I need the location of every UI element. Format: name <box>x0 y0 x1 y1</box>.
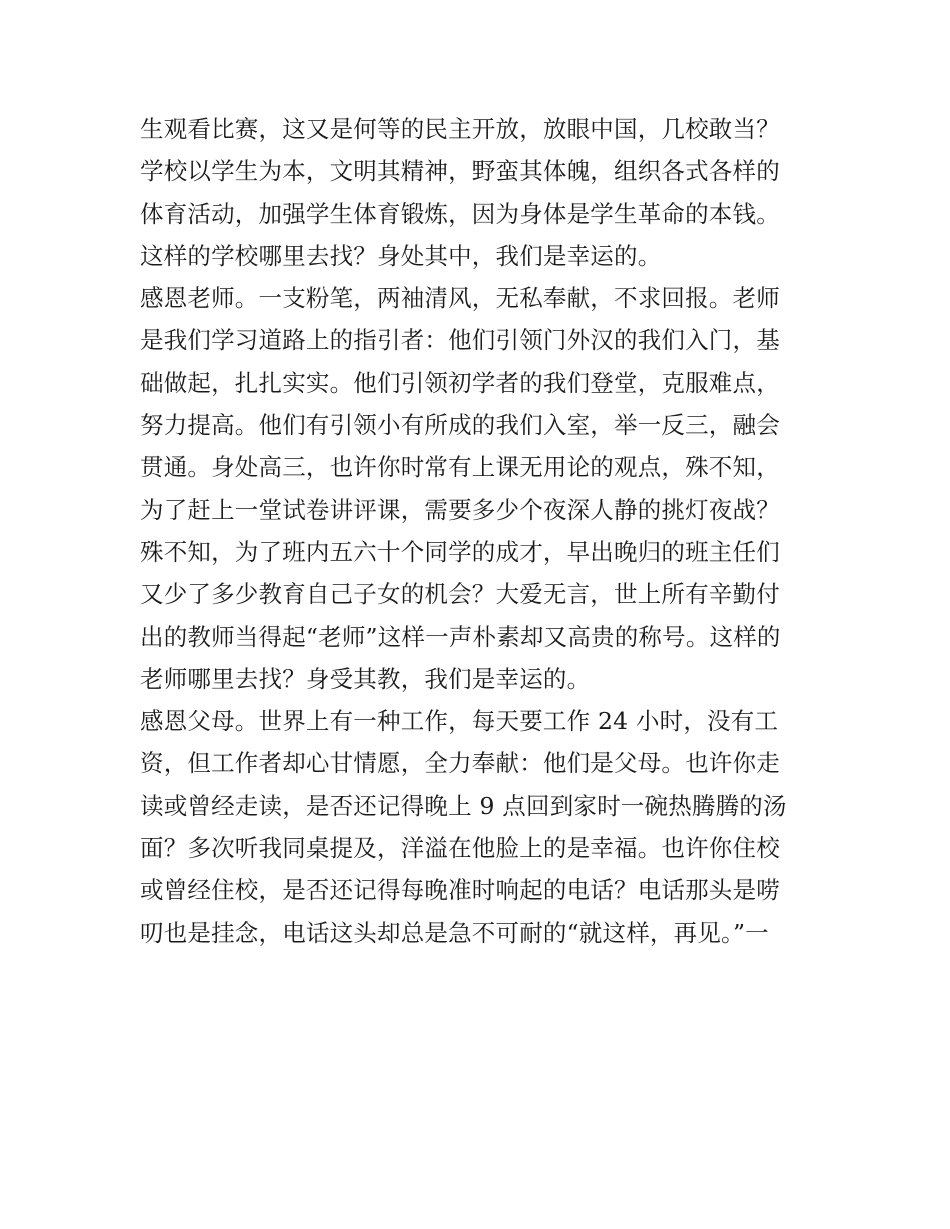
text-line-5: 感恩老师。一支粉笔，两袖清风，无私奉献，不求回报。老师 <box>140 284 780 313</box>
text-line-11: 殊不知，为了班内五六十个同学的成才，早出晚归的班主任们 <box>140 537 780 566</box>
text-line-9: 贯通。身处高三，也许你时常有上课无用论的观点，殊不知， <box>140 453 780 482</box>
text-line-3: 体育活动，加强学生体育锻炼，因为身体是学生革命的本钱。 <box>140 199 780 228</box>
text-line-20: 叨也是挂念，电话这头却总是急不可耐的“就这样，再见。”一 <box>140 918 769 947</box>
text-line-2: 学校以学生为本，文明其精神，野蛮其体魄，组织各式各样的 <box>140 157 780 186</box>
text-line-7: 础做起，扎扎实实。他们引领初学者的我们登堂，克服难点， <box>140 368 780 397</box>
text-line-10: 为了赶上一堂试卷讲评课，需要多少个夜深人静的挑灯夜战？ <box>140 495 780 524</box>
text-line-12: 又少了多少教育自己子女的机会？大爱无言，世上所有辛勤付 <box>140 580 780 609</box>
text-line-18: 面？多次听我同桌提及，洋溢在他脸上的是幸福。也许你住校 <box>140 834 780 863</box>
text-line-13: 出的教师当得起“老师”这样一声朴素却又高贵的称号。这样的 <box>140 622 781 651</box>
text-line-6: 是我们学习道路上的指引者：他们引领门外汉的我们入门，基 <box>140 326 780 355</box>
text-line-15: 感恩父母。世界上有一种工作，每天要工作 24 小时，没有工 <box>140 707 779 736</box>
text-line-4: 这样的学校哪里去找？身处其中，我们是幸运的。 <box>140 241 662 270</box>
text-line-1: 生观看比赛，这又是何等的民主开放，放眼中国，几校敢当？ <box>140 115 780 143</box>
text-line-16: 资，但工作者却心甘情愿，全力奉献：他们是父母。也许你走 <box>140 749 780 778</box>
text-line-8: 努力提高。他们有引领小有所成的我们入室，举一反三，融会 <box>140 411 780 440</box>
body-text <box>140 108 820 954</box>
text-line-17: 读或曾经走读，是否还记得晚上 9 点回到家时一碗热腾腾的汤 <box>140 791 787 820</box>
text-line-14: 老师哪里去找？身受其教，我们是幸运的。 <box>140 664 591 693</box>
text-line-19: 或曾经住校，是否还记得每晚准时响起的电话？电话那头是唠 <box>140 876 780 905</box>
